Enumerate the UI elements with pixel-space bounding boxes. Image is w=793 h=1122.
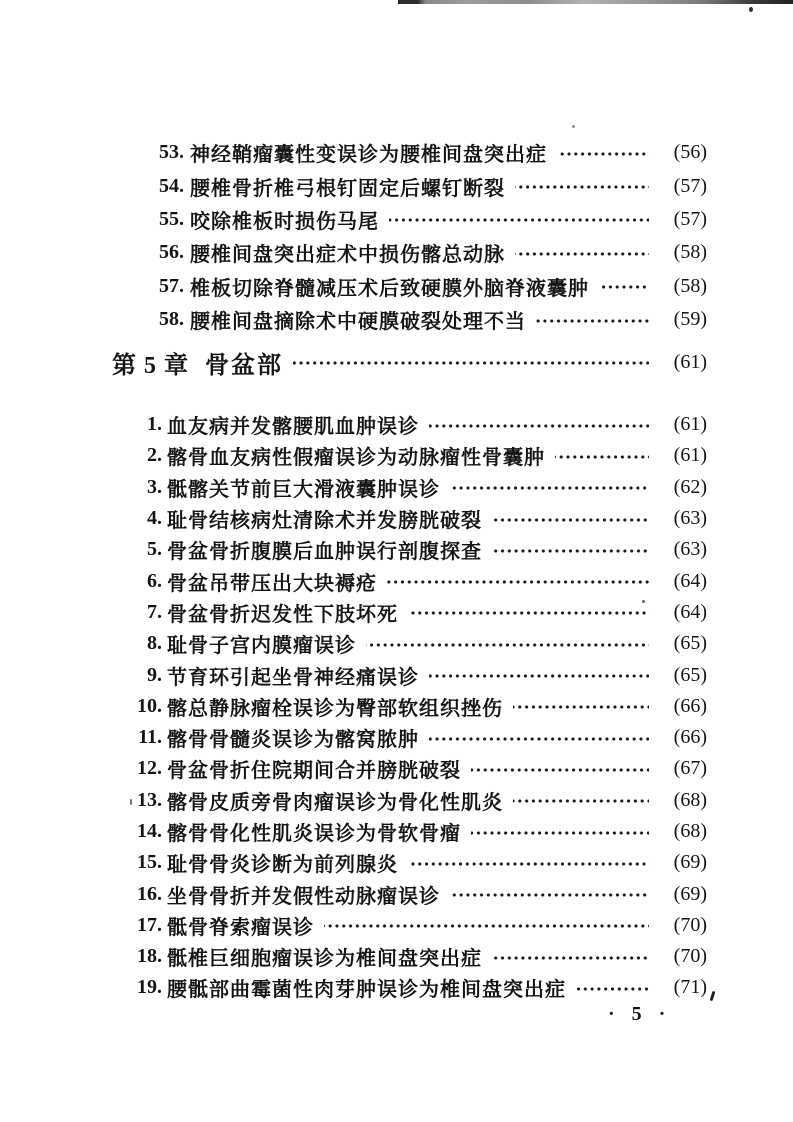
page-number-footer: · 5 ·: [608, 1003, 672, 1025]
entry-page-number: (67): [673, 757, 707, 780]
dot-leader: [429, 734, 649, 744]
toc-list-chapter-5: [0, 409, 793, 1004]
entry-page-number: (70): [673, 913, 707, 936]
dot-leader: [576, 984, 649, 994]
chapter-heading: [112, 344, 707, 380]
toc-entry: [134, 753, 707, 784]
toc-entry: [150, 270, 707, 303]
entry-title: 骶椎巨细胞瘤误诊为椎间盘突出症: [167, 948, 482, 971]
chapter-page-number: (61): [673, 350, 707, 373]
entry-page-number: (70): [673, 945, 707, 968]
entry-page-number: (58): [673, 241, 707, 264]
dot-leader: [599, 282, 649, 292]
dot-leader: [492, 515, 649, 525]
entry-page-number: (56): [673, 141, 707, 164]
entry-number: 18.: [137, 945, 162, 968]
entry-title: 血友病并发髂腰肌血肿误诊: [167, 416, 419, 439]
toc-entry: [150, 203, 707, 236]
toc-entry: [150, 303, 707, 336]
entry-title: 腰椎间盘突出症术中损伤髂总动脉: [190, 244, 505, 267]
scan-artifact-line: [398, 0, 793, 4]
dot-leader: [408, 608, 649, 618]
entry-page-number: (66): [673, 694, 707, 717]
entry-title: 耻骨骨炎诊断为前列腺炎: [167, 854, 398, 877]
entry-title: 耻骨结核病灶清除术并发膀胱破裂: [167, 510, 482, 533]
entry-title: 髂骨骨髓炎误诊为髂窝脓肿: [167, 729, 419, 752]
entry-number: 12.: [137, 757, 162, 780]
entry-title: 神经鞘瘤囊性变误诊为腰椎间盘突出症: [190, 144, 547, 167]
entry-page-number: (58): [673, 274, 707, 297]
entry-number: 57.: [159, 274, 184, 297]
entry-page-number: (69): [673, 851, 707, 874]
toc-entry: [134, 597, 707, 628]
toc-entry: [134, 440, 707, 471]
entry-title: 腰骶部曲霉菌性肉芽肿误诊为椎间盘突出症: [167, 979, 566, 1002]
toc-entry: [134, 659, 707, 690]
entry-number: 9.: [147, 663, 162, 686]
entry-page-number: (63): [673, 538, 707, 561]
toc-entry: [134, 565, 707, 596]
entry-title: 耻骨子宫内膜瘤误诊: [167, 635, 356, 658]
entry-number: 13.: [137, 788, 162, 811]
entry-number: 10.: [137, 694, 162, 717]
entry-title: 节育环引起坐骨神经痛误诊: [167, 666, 419, 689]
entry-page-number: (61): [673, 444, 707, 467]
dot-leader: [515, 249, 649, 259]
entry-title: 骨盆骨折迟发性下肢坏死: [167, 603, 398, 626]
entry-page-number: (62): [673, 475, 707, 498]
dot-leader: [389, 215, 649, 225]
toc-entry: [134, 691, 707, 722]
dot-leader: [555, 452, 649, 462]
toc-entry: [134, 847, 707, 878]
dot-leader: [429, 421, 649, 431]
toc-entry: [134, 816, 707, 847]
entry-number: 3.: [147, 475, 162, 498]
dot-leader: [387, 577, 649, 587]
entry-title: 椎板切除脊髓减压术后致硬膜外脑脊液囊肿: [190, 277, 589, 300]
entry-number: 6.: [147, 569, 162, 592]
entry-number: 15.: [137, 851, 162, 874]
entry-page-number: (69): [673, 882, 707, 905]
entry-number: 4.: [147, 507, 162, 530]
entry-title: 坐骨骨折并发假性动脉瘤误诊: [167, 885, 440, 908]
entry-title: 骨盆骨折住院期间合并膀胱破裂: [167, 760, 461, 783]
dot-leader: [471, 828, 649, 838]
entry-page-number: (59): [673, 308, 707, 331]
entry-number: 17.: [137, 913, 162, 936]
entry-title: 髂骨皮质旁骨肉瘤误诊为骨化性肌炎: [167, 791, 503, 814]
scan-artifact-speck: [749, 7, 753, 12]
toc-entry: [150, 169, 707, 202]
entry-page-number: (65): [673, 663, 707, 686]
dot-leader: [515, 182, 649, 192]
entry-page-number: (64): [673, 600, 707, 623]
entry-title: 髂总静脉瘤栓误诊为臀部软组织挫伤: [167, 697, 503, 720]
entry-number: 2.: [147, 444, 162, 467]
dot-leader: [492, 953, 649, 963]
toc-entry: [134, 941, 707, 972]
scan-artifact-speck: [572, 125, 575, 128]
entry-number: 56.: [159, 241, 184, 264]
dot-leader: [513, 796, 649, 806]
entry-number: 16.: [137, 882, 162, 905]
toc-entry: [134, 972, 707, 1003]
toc-entry: [134, 785, 707, 816]
entry-page-number: (57): [673, 174, 707, 197]
toc-entry: [134, 878, 707, 909]
entry-title: 咬除椎板时损伤马尾: [190, 210, 379, 233]
toc-entry: [134, 503, 707, 534]
dot-leader: [557, 149, 649, 159]
entry-number: 58.: [159, 308, 184, 331]
entry-number: 53.: [159, 141, 184, 164]
entry-number: 14.: [137, 820, 162, 842]
entry-title: 骨盆吊带压出大块褥疮: [167, 572, 377, 595]
toc-entry: [134, 910, 707, 941]
dot-leader: [429, 671, 649, 681]
dot-leader: [324, 921, 649, 931]
entry-title: 腰椎间盘摘除术中硬膜破裂处理不当: [190, 311, 526, 334]
dot-leader: [293, 358, 649, 368]
toc-list-previous-chapter: [0, 136, 793, 336]
entry-number: 8.: [147, 632, 162, 655]
toc-entry: [134, 722, 707, 753]
dot-leader: [366, 640, 649, 650]
toc-entry: [150, 236, 707, 269]
toc-entry: [134, 472, 707, 503]
entry-page-number: (66): [673, 726, 707, 749]
entry-number: 1.: [147, 413, 162, 436]
entry-title: 髂骨骨化性肌炎误诊为骨软骨瘤: [167, 823, 461, 845]
dot-leader: [536, 316, 649, 326]
entry-title: 骶髂关节前巨大滑液囊肿误诊: [167, 478, 440, 501]
toc-entry: [134, 628, 707, 659]
entry-page-number: (65): [673, 632, 707, 655]
entry-page-number: (68): [673, 788, 707, 811]
entry-page-number: (64): [673, 569, 707, 592]
entry-page-number: (71): [673, 976, 707, 999]
dot-leader: [450, 483, 649, 493]
entry-number: 7.: [147, 600, 162, 623]
toc-entry: [150, 136, 707, 169]
dot-leader: [408, 859, 649, 869]
chapter-label: 第 5 章: [112, 352, 189, 379]
entry-title: 髂骨血友病性假瘤误诊为动脉瘤性骨囊肿: [167, 447, 545, 470]
chapter-title: 骨盆部: [205, 352, 283, 379]
entry-page-number: (68): [673, 820, 707, 842]
entry-number: 19.: [137, 976, 162, 999]
entry-number: 5.: [147, 538, 162, 561]
entry-page-number: (61): [673, 413, 707, 436]
entry-title: 骨盆骨折腹膜后血肿误行剖腹探查: [167, 541, 482, 564]
dot-leader: [492, 546, 649, 556]
toc-entry: [134, 409, 707, 440]
dot-leader: [450, 890, 649, 900]
entry-title: 骶骨脊索瘤误诊: [167, 916, 314, 939]
entry-number: 11.: [138, 726, 162, 749]
dot-leader: [471, 765, 649, 775]
entry-page-number: (63): [673, 507, 707, 530]
entry-title: 腰椎骨折椎弓根钉固定后螺钉断裂: [190, 177, 505, 200]
entry-page-number: (57): [673, 207, 707, 230]
dot-leader: [513, 702, 649, 712]
toc-entry: [134, 534, 707, 565]
entry-number: 55.: [159, 207, 184, 230]
entry-number: 54.: [159, 174, 184, 197]
